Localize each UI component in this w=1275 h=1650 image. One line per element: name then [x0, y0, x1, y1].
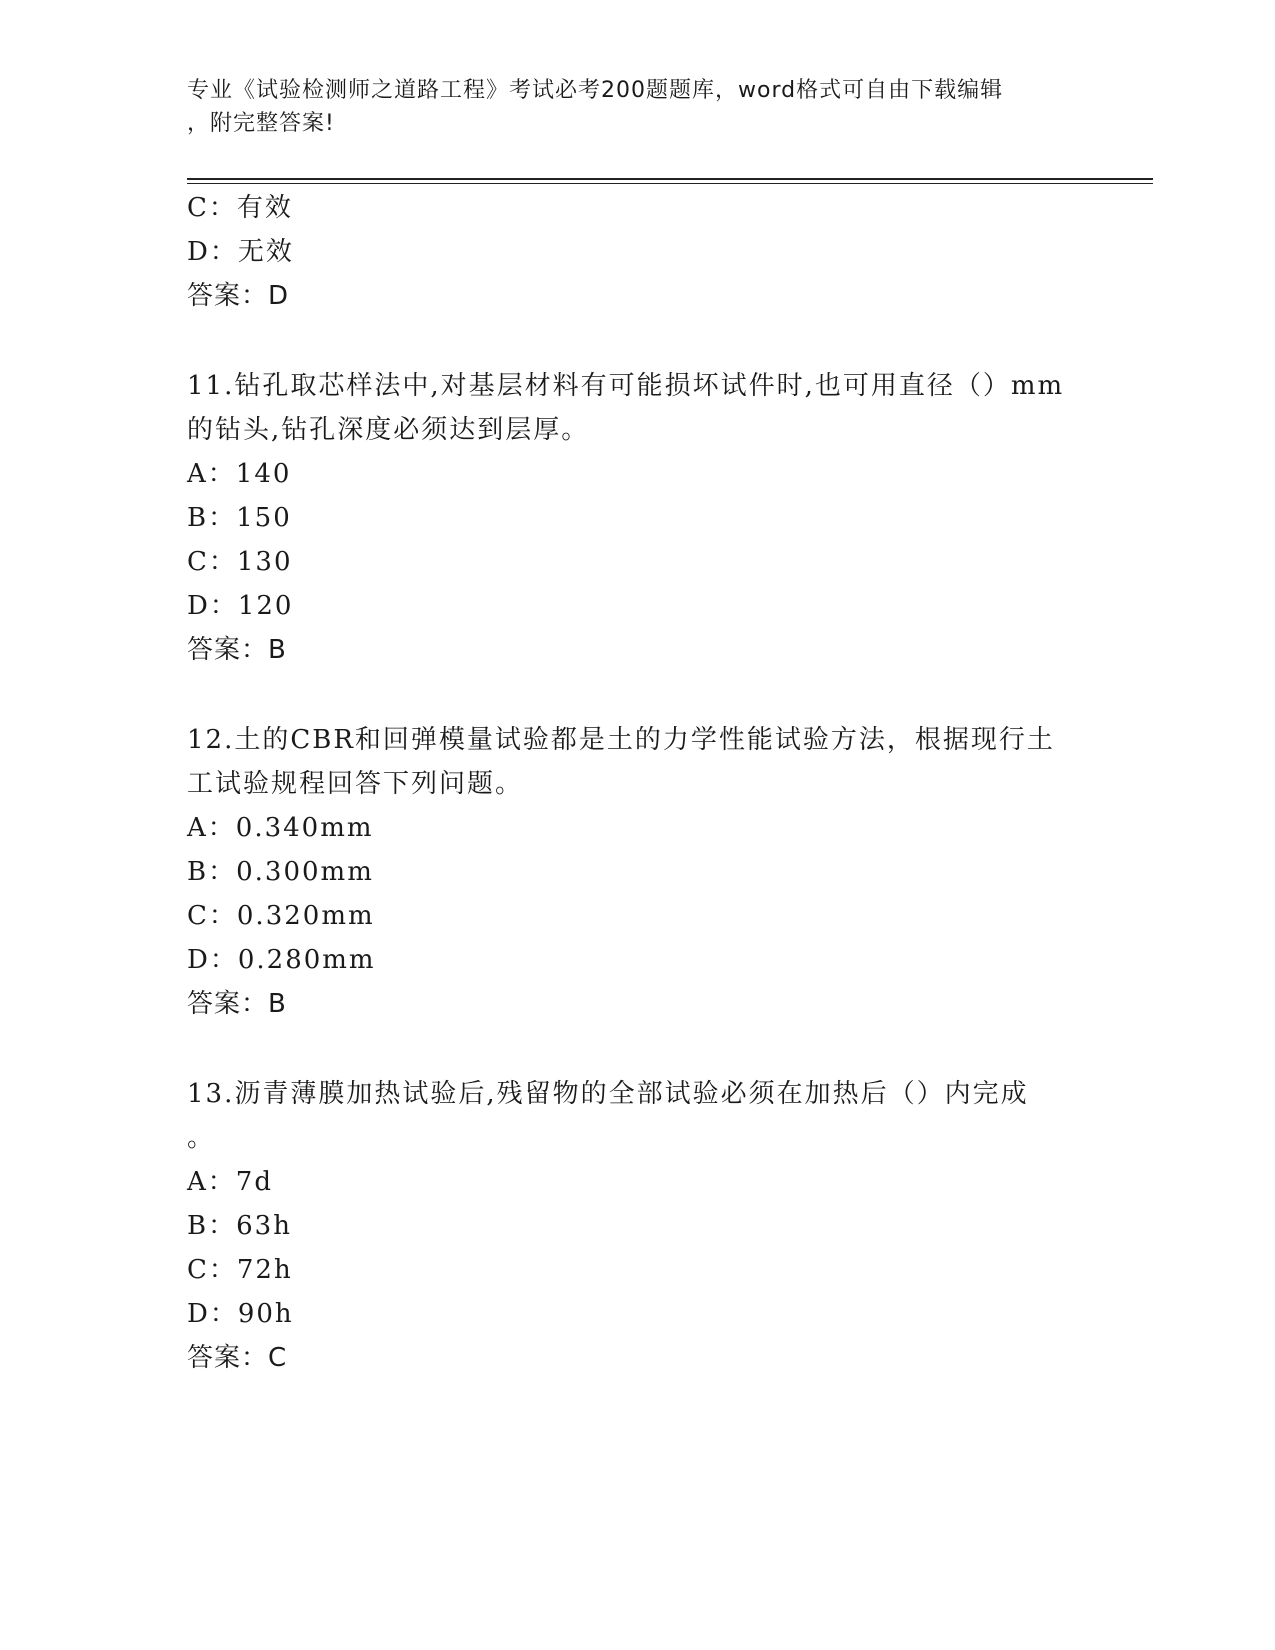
- question-13-stem-line-2: 。: [187, 1123, 216, 1153]
- question-12-option-c: C：0.320mm: [187, 901, 375, 931]
- prev-option-d: D：无效: [187, 237, 294, 267]
- question-11-option-a: A：140: [187, 459, 292, 489]
- question-12-option-b: B：0.300mm: [187, 857, 374, 887]
- header-divider-thin: [187, 183, 1153, 184]
- question-13-option-c: C：72h: [187, 1255, 293, 1285]
- header-title-line-2: ，附完整答案!: [187, 111, 335, 136]
- prev-answer: 答案：D: [187, 281, 290, 311]
- header-title-line-1: 专业《试验检测师之道路工程》考试必考200题题库，word格式可自由下载编辑: [187, 78, 1004, 103]
- question-12-stem-line-2: 工试验规程回答下列问题。: [187, 769, 524, 799]
- question-13-option-a: A：7d: [187, 1167, 273, 1197]
- header-divider-thick: [187, 178, 1153, 180]
- question-12-stem-line-1: 12.土的CBR和回弹模量试验都是土的力学性能试验方法，根据现行土: [187, 725, 1055, 755]
- question-11-stem-line-2: 的钻头,钻孔深度必须达到层厚。: [187, 415, 590, 445]
- question-13-answer: 答案：C: [187, 1343, 288, 1373]
- question-13-stem-line-1: 13.沥青薄膜加热试验后,残留物的全部试验必须在加热后（）内完成: [187, 1079, 1029, 1109]
- question-11-option-b: B：150: [187, 503, 292, 533]
- question-12-option-a: A：0.340mm: [187, 813, 374, 843]
- question-13-option-b: B：63h: [187, 1211, 292, 1241]
- prev-option-c: C：有效: [187, 193, 293, 223]
- question-11-option-d: D：120: [187, 591, 294, 621]
- question-13-option-d: D：90h: [187, 1299, 294, 1329]
- question-11-option-c: C：130: [187, 547, 293, 577]
- question-11-stem-line-1: 11.钻孔取芯样法中,对基层材料有可能损坏试件时,也可用直径（）mm: [187, 371, 1065, 401]
- question-12-option-d: D：0.280mm: [187, 945, 376, 975]
- document-header: [187, 74, 1077, 140]
- question-12-answer: 答案：B: [187, 989, 287, 1019]
- question-11-answer: 答案：B: [187, 635, 287, 665]
